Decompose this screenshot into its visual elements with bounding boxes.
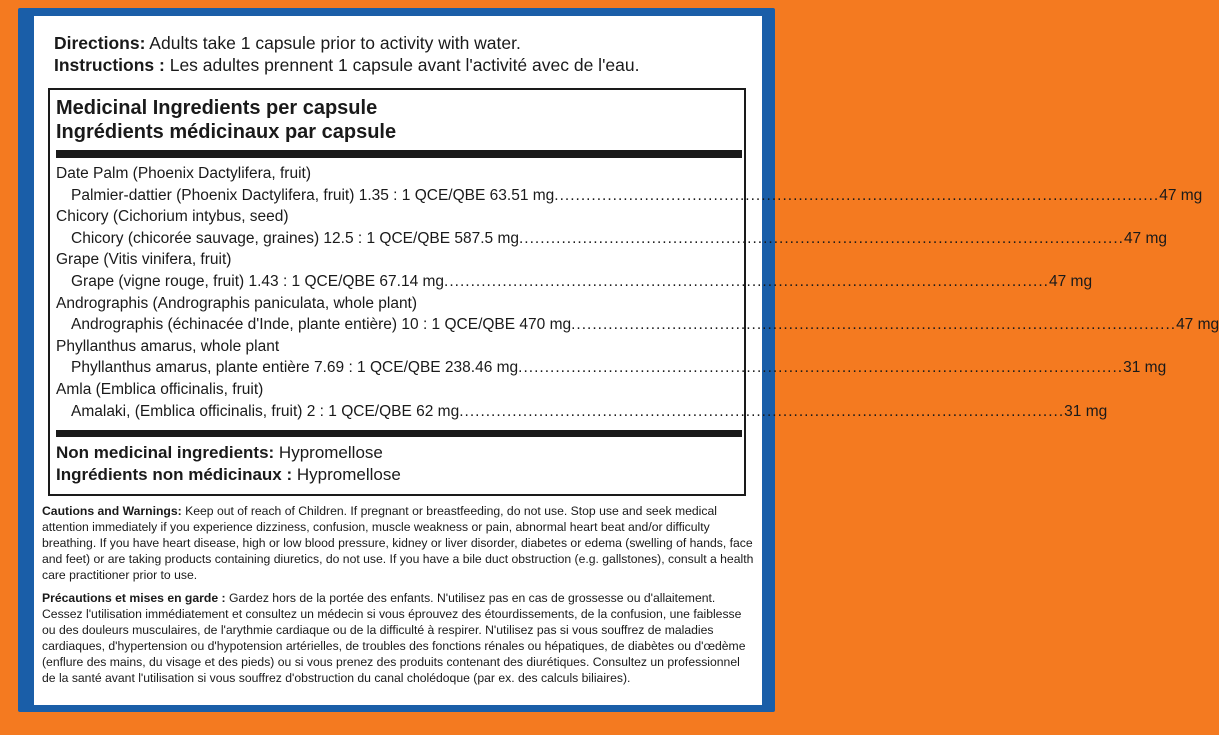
- ingredient-detail: Andrographis (échinacée d'Inde, plante entière) 10 : 1 QCE/QBE 470 mg: [71, 316, 572, 334]
- dot-leader: ..................................................................................................................: [519, 229, 1124, 247]
- ingredient-detail-row: [56, 357, 1167, 379]
- dot-leader: ..................................................................................................................: [459, 402, 1065, 420]
- dot-leader: ..................................................................................................................: [518, 359, 1124, 377]
- cautions-block: [42, 503, 756, 693]
- ingredient-item: [56, 379, 1108, 422]
- ingredient-detail: Chicory (chicorée sauvage, graines) 12.5 : 1 QCE/QBE 587.5 mg: [71, 229, 519, 247]
- ingredient-detail-row: [56, 228, 1168, 250]
- non-medicinal-en: Non medicinal ingredients: Hypromellose: [56, 443, 383, 462]
- ingredient-item: [56, 163, 1203, 206]
- ingredients-title-fr: Ingrédients médicinaux par capsule: [56, 121, 397, 143]
- divider-top: [56, 150, 742, 158]
- cautions-fr: Précautions et mises en garde : Gardez hors de la portée des enfants. N'utilisez pas en cas de grossesse ou d'allaitement. Cessez l'utilisation immédiatement et consultez un médecin si vous éprouvez des étourdissements, de la confusion, une faiblesse ou des douleurs musculaires, de l'arythmie cardiaque ou de la difficulté à respirer. N'utilisez pas si vous souffrez de maladies cardiaques, d'hypertension ou d'hypotension artérielles, de troubles des fonctions rénales ou hépatiques, de diabètes ou d'œdème (enflure des mains, du visage et des pieds) ou si vous prenez des produits contenant des diurétiques. Consultez un professionnel de la santé avant l'utilisation si vous souffrez d'obstruction du canal cholédoque (par ex. des calculs biliaires).: [42, 591, 746, 685]
- ingredient-amount: 47 mg: [1123, 229, 1168, 247]
- dot-leader: ..................................................................................................................: [554, 186, 1160, 204]
- non-medicinal-fr: Ingrédients non médicinaux : Hypromellose: [56, 465, 401, 484]
- dot-leader: ..................................................................................................................: [444, 272, 1049, 290]
- ingredient-detail: Phyllanthus amarus, plante entière 7.69 : 1 QCE/QBE 238.46 mg: [71, 359, 519, 377]
- ingredient-detail-row: [56, 314, 1219, 336]
- ingredient-list: [56, 163, 1219, 422]
- ingredient-detail: Grape (vigne rouge, fruit) 1.43 : 1 QCE/QBE 67.14 mg: [71, 272, 445, 290]
- ingredient-name: Amla (Emblica officinalis, fruit): [56, 380, 264, 398]
- ingredient-detail-row: [56, 185, 1203, 207]
- ingredient-name: Andrographis (Andrographis paniculata, whole plant): [56, 294, 418, 312]
- ingredient-detail: Palmier-dattier (Phoenix Dactylifera, fruit) 1.35 : 1 QCE/QBE 63.51 mg: [71, 186, 555, 204]
- ingredient-amount: 47 mg: [1159, 186, 1203, 204]
- ingredient-name: Date Palm (Phoenix Dactylifera, fruit): [56, 165, 311, 182]
- directions-fr: Instructions : Les adultes prennent 1 capsule avant l'activité avec de l'eau.: [54, 55, 640, 75]
- ingredient-amount: 31 mg: [1123, 359, 1167, 377]
- ingredient-amount: 47 mg: [1176, 316, 1219, 334]
- ingredient-amount: 31 mg: [1064, 402, 1108, 420]
- label-panel: [34, 16, 1219, 705]
- ingredient-amount: 47 mg: [1048, 272, 1093, 290]
- ingredient-detail-row: [56, 271, 1093, 293]
- ingredient-detail: Amalaki, (Emblica officinalis, fruit) 2 : 1 QCE/QBE 62 mg: [71, 402, 460, 420]
- ingredient-item: [56, 293, 1219, 336]
- ingredient-item: [56, 336, 1167, 379]
- divider-bottom: [56, 430, 742, 437]
- ingredients-box: [48, 88, 1219, 496]
- ingredient-name: Grape (Vitis vinifera, fruit): [56, 251, 232, 269]
- directions-block: [54, 32, 639, 76]
- dot-leader: ..................................................................................................................: [571, 316, 1177, 334]
- ingredient-name: Phyllanthus amarus, whole plant: [56, 337, 280, 355]
- cautions-en: Cautions and Warnings: Keep out of reach of Children. If pregnant or breastfeeding, do not use. Stop use and seek medical attention immediately if you experience dizziness, confusion, muscle weakness or pain, abnormal heart beat and/or difficulty breathing. If you have heart disease, high or low blood pressure, kidney or liver disorder, diabetes or edema (swelling of hands, face and feet) or are taking products containing diuretics, do not use. If you have a bile duct obstruction (e.g. gallstones), consult a health care practitioner prior to use.: [42, 504, 754, 582]
- ingredients-title: [56, 96, 396, 144]
- ingredient-detail-row: [56, 401, 1108, 423]
- directions-en: Directions: Adults take 1 capsule prior to activity with water.: [54, 33, 521, 53]
- ingredients-title-en: Medicinal Ingredients per capsule: [56, 97, 378, 119]
- non-medicinal-ingredients: [56, 442, 401, 486]
- ingredient-name: Chicory (Cichorium intybus, seed): [56, 208, 289, 226]
- ingredient-item: [56, 206, 1168, 249]
- ingredient-item: [56, 249, 1093, 292]
